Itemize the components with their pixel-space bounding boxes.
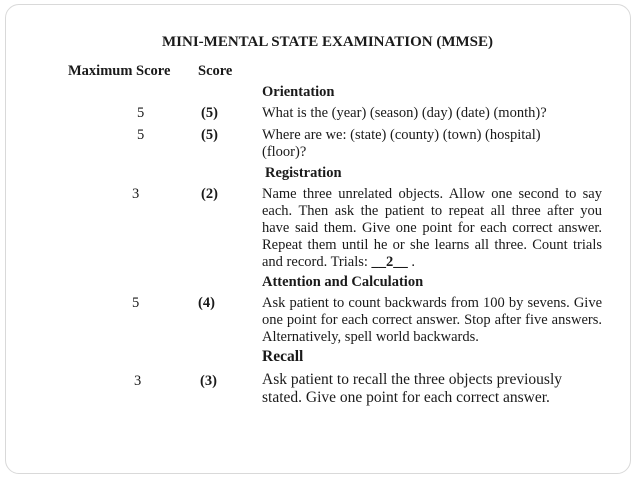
column-header-score: Score: [198, 63, 233, 79]
max-score-attention: 5: [132, 295, 140, 311]
section-heading-recall: Recall: [262, 348, 304, 365]
trials-end: .: [411, 254, 416, 270]
item-text-recall: Ask patient to recall the three objects previously stated. Give one point for each correct answer.: [262, 371, 563, 406]
item-text-registration: [262, 186, 602, 271]
section-heading-registration: Registration: [265, 165, 342, 181]
max-score-orientation-2: 5: [137, 127, 145, 143]
max-score-recall: 3: [134, 373, 142, 389]
trials-value: __2__: [371, 254, 408, 270]
item-text-attention: Ask patient to count backwards from 100 by sevens. Give one point for each correct answer. Stop after five answers. Alternatively, spell world backwards.: [262, 295, 602, 345]
column-header-maximum-score: Maximum Score: [68, 63, 171, 79]
score-recall: (3): [200, 373, 217, 389]
section-heading-attention-calculation: Attention and Calculation: [262, 274, 424, 290]
max-score-registration: 3: [132, 186, 140, 202]
score-orientation-1: (5): [201, 105, 218, 121]
page-title: MINI-MENTAL STATE EXAMINATION (MMSE): [162, 34, 493, 50]
score-orientation-2: (5): [201, 127, 218, 143]
score-registration: (2): [201, 186, 218, 202]
section-heading-orientation: Orientation: [262, 84, 335, 100]
score-attention: (4): [198, 295, 215, 311]
item-text-orientation-1: What is the (year) (season) (day) (date) (month)?: [262, 105, 547, 121]
max-score-orientation-1: 5: [137, 105, 145, 121]
item-text-orientation-2: Where are we: (state) (county) (town) (hospital) (floor)?: [262, 127, 541, 160]
registration-text: Name three unrelated objects. Allow one second to say each. Then ask the patient to repeat all three after you have said them. Give one point for each correct answer. Repeat them until he or she learns all three. Count trials and record. Trials:: [262, 186, 602, 270]
